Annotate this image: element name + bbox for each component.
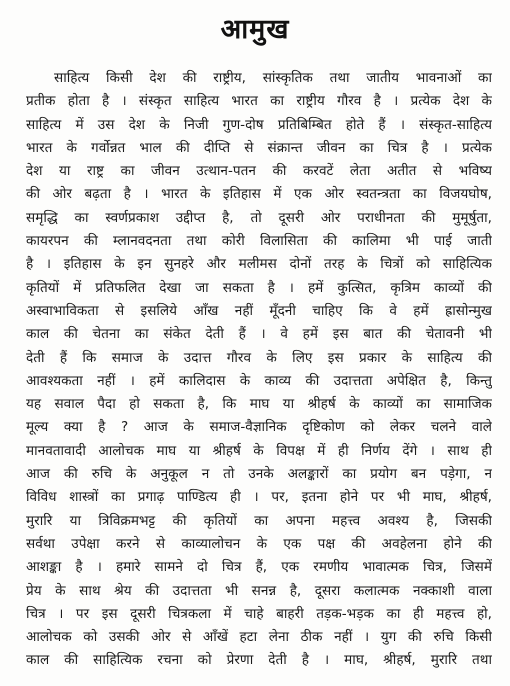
text-line: समृद्धि का स्वर्णप्रकाश उद्दीप्त है, तो दूसरी ओर पराधीनता की मुमूर्षुता, xyxy=(26,209,492,226)
body-paragraph xyxy=(26,67,492,673)
text-line: कृतियों में प्रतिफलित देखा जा सकता है । हमें कुत्सित, कृत्रिम काव्यों की xyxy=(26,279,492,296)
text-line: देश या राष्ट्र का जीवन उत्थान-पतन की करवटें लेता अतीत से भविष्य xyxy=(26,163,492,180)
text-line: है । इतिहास के इन सुनहरे और मलीमस दोनों तरह के चित्रों को साहित्यिक xyxy=(26,256,492,273)
text-line: काल की साहित्यिक रचना को प्रेरणा देती है । माघ, श्रीहर्ष, मुरारि तथा xyxy=(26,652,492,669)
text-line: भारत के गर्वोन्नत भाल की दीप्ति से संक्रान्त जीवन का चित्र है । प्रत्येक xyxy=(26,139,492,156)
text-line: मूल्य क्या है ? आज के समाज-वैज्ञानिक दृष्टिकोण को लेकर चलने वाले xyxy=(26,419,492,436)
text-line: विविध शास्त्रों का प्रगाढ़ पाण्डित्य ही । पर, इतना होने पर भी माघ, श्रीहर्ष, xyxy=(26,489,492,506)
text-line: प्रतीक होता है । संस्कृत साहित्य भारत का राष्ट्रीय गौरव है । प्रत्येक देश के xyxy=(26,93,492,110)
text-line: काल की चेतना का संकेत देती हैं । वे हमें इस बात की चेतावनी भी xyxy=(26,326,492,343)
text-line: आलोचक को उसकी ओर से आँखें हटा लेना ठीक नहीं । युग की रुचि किसी xyxy=(26,629,492,646)
text-line: साहित्य किसी देश की राष्ट्रीय, सांस्कृतिक तथा जातीय भावनाओं का xyxy=(54,70,492,86)
text-line: मुरारि या त्रिविक्रमभट्ट की कृतियों का अपना महत्त्व अवश्य है, जिसकी xyxy=(26,512,492,529)
text-line: देती हैं कि समाज के उदात्त गौरव के लिए इस प्रकार के साहित्य की xyxy=(26,349,492,366)
text-line: साहित्य में उस देश के निजी गुण-दोष प्रतिबिम्बित होते हैं । संस्कृत-साहित्य xyxy=(26,116,492,133)
page-title: आमुख xyxy=(220,14,290,45)
text-line: कायरपन की म्लानवदनता तथा कोरी विलासिता की कालिमा भी पाई जाती xyxy=(26,233,492,250)
text-line: आशङ्का है । हमारे सामने दो चित्र हैं, एक रमणीय भावात्मक चित्र, जिसमें xyxy=(26,559,492,576)
text-line: यह सवाल पैदा हो सकता है, कि माघ या श्रीहर्ष के काव्यों का सामाजिक xyxy=(26,396,492,413)
text-line: की ओर बढ़ता है । भारत के इतिहास में एक ओर स्वतन्त्रता का विजयघोष, xyxy=(26,186,492,203)
text-line: आज की रुचि के अनुकूल न तो उनके अलङ्कारों का प्रयोग बन पड़ेगा, न xyxy=(26,466,492,483)
text-line: अस्वाभाविकता से इसलिये आँख नहीं मूँदनी चाहिए कि वे हमें ह्रासोन्मुख xyxy=(26,302,492,319)
text-line: सर्वथा उपेक्षा करने से काव्यालोचन के एक पक्ष की अवहेलना होने की xyxy=(26,535,492,552)
text-line: चित्र । पर इस दूसरी चित्रकला में चाहे बाहरी तड़क-भड़क का ही महत्त्व हो, xyxy=(26,605,492,622)
text-line: मानवतावादी आलोचक माघ या श्रीहर्ष के विपक्ष में ही निर्णय देंगे । साथ ही xyxy=(26,442,492,459)
text-line: आवश्यकता नहीं । हमें कालिदास के काव्य की उदात्तता अपेक्षित है, किन्तु xyxy=(26,372,492,389)
text-line: प्रेय के साथ श्रेय की उदात्तता भी सनन्न है, दूसरा कलात्मक नक्काशी वाला xyxy=(26,582,492,599)
